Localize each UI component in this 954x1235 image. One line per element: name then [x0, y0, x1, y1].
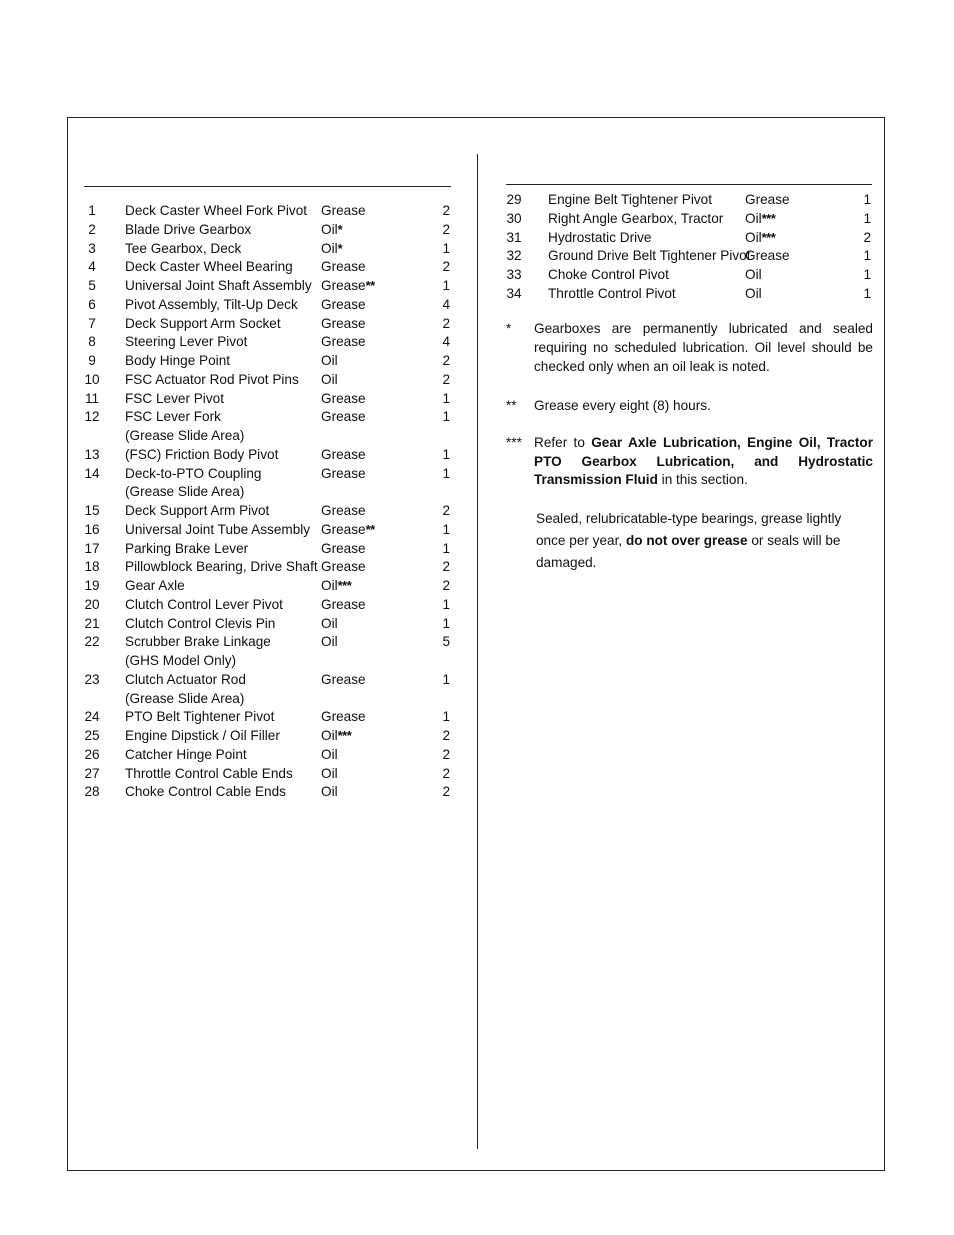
table-row [82, 371, 450, 390]
lubricant-type [321, 258, 366, 277]
part-name: Clutch Control Lever Pivot [125, 596, 283, 612]
footnote-marker: *** [337, 728, 352, 743]
part-note: (Grease Slide Area) [125, 484, 245, 500]
lubricant-type [745, 285, 762, 304]
part-name: Blade Drive Gearbox [125, 221, 252, 237]
lubricant-type [745, 210, 775, 229]
footnote-text-end: in this section. [657, 472, 748, 488]
lubricant-label: Oil [745, 285, 762, 301]
footnote-triple-asterisk [506, 434, 873, 490]
lubricant-type [745, 191, 790, 210]
quantity: 2 [442, 784, 450, 800]
quantity: 1 [442, 709, 450, 725]
lubricant-label: Oil [321, 615, 338, 631]
lubrication-table-right [505, 191, 872, 304]
ref-number: 15 [84, 503, 100, 518]
quantity: 1 [442, 671, 450, 687]
table-row [505, 210, 872, 229]
ref-number: 23 [84, 671, 100, 687]
ref-number: 33 [506, 267, 522, 282]
ref-number: 29 [506, 192, 522, 207]
part-name: Throttle Control Pivot [548, 285, 676, 301]
part-name: Engine Dipstick / Oil Filler [125, 728, 280, 743]
part-name: Ground Drive Belt Tightener Pivot [548, 248, 751, 264]
table-row [505, 229, 872, 248]
quantity: 2 [442, 559, 450, 575]
ref-number: 4 [88, 259, 96, 275]
footnotes [506, 320, 873, 490]
sealed-bearing-note [536, 508, 866, 574]
lubricant-label: Grease [321, 709, 366, 725]
part-note: (GHS Model Only) [125, 653, 237, 668]
quantity: 1 [442, 409, 450, 425]
quantity: 1 [442, 521, 450, 537]
lubricant-type [745, 247, 790, 266]
table-row [82, 296, 450, 315]
lubricant-label: Grease [321, 596, 366, 612]
lubricant-label: Grease [321, 465, 366, 481]
table-row [82, 783, 450, 802]
ref-number: 1 [88, 203, 96, 218]
lubricant-label: Oil [745, 267, 762, 282]
quantity: 1 [863, 210, 871, 226]
lubricant-label: Grease [321, 315, 366, 331]
lubricant-label: Grease [321, 409, 366, 425]
column-divider [477, 154, 478, 1149]
quantity: 1 [863, 248, 871, 264]
lubricant-type [321, 633, 338, 652]
ref-number: 21 [84, 615, 100, 631]
lubricant-type [321, 371, 338, 390]
ref-number: 26 [84, 746, 100, 762]
lubricant-type [321, 277, 375, 296]
ref-number: 17 [84, 540, 100, 556]
quantity: 2 [442, 259, 450, 275]
quantity: 2 [863, 229, 871, 245]
lubricant-label: Grease [321, 521, 366, 537]
part-name: Right Angle Gearbox, Tractor [548, 210, 724, 226]
part-note: (Grease Slide Area) [125, 690, 245, 706]
quantity: 2 [442, 203, 450, 218]
part-name: Deck-to-PTO Coupling [125, 465, 262, 481]
lubricant-label: Grease [321, 203, 366, 218]
lubricant-label: Grease [321, 390, 366, 406]
footnote-text: Grease every eight (8) hours. [534, 398, 711, 413]
part-name: Pivot Assembly, Tilt-Up Deck [125, 296, 298, 312]
lubricant-label: Oil [321, 371, 338, 387]
lubricant-label: Oil [321, 634, 338, 650]
quantity: 1 [442, 596, 450, 612]
quantity: 1 [442, 446, 450, 462]
quantity: 2 [442, 728, 450, 743]
table-row [82, 502, 450, 521]
sealed-note-text-end: or seals will be damaged. [536, 533, 841, 570]
lubricant-type [321, 727, 351, 746]
quantity: 2 [442, 503, 450, 518]
part-name: Choke Control Cable Ends [125, 784, 286, 800]
lubricant-label: Grease [321, 296, 366, 312]
ref-number: 14 [84, 465, 100, 481]
quantity: 1 [442, 240, 450, 256]
lubricant-label: Oil [321, 765, 338, 781]
table-row [82, 277, 450, 296]
table-row [82, 558, 450, 577]
lubricant-type [321, 296, 366, 315]
table-row [82, 708, 450, 727]
table-row [82, 746, 450, 765]
table-row [82, 240, 450, 259]
footnote-text: Gearboxes are permanently lubricated and sealed requiring no scheduled lubrication. Oil level should be checked only when an oil leak is noted. [534, 321, 873, 374]
lubricant-type [321, 465, 366, 484]
quantity: 1 [442, 465, 450, 481]
ref-number: 32 [506, 248, 522, 264]
part-name: PTO Belt Tightener Pivot [125, 709, 275, 725]
quantity: 1 [442, 540, 450, 556]
lubricant-label: Oil [321, 240, 338, 256]
lubricant-label: Grease [321, 503, 366, 518]
part-name: Deck Caster Wheel Fork Pivot [125, 203, 308, 218]
part-name: FSC Lever Fork [125, 409, 221, 425]
lubricant-type [321, 521, 375, 540]
quantity: 1 [863, 285, 871, 301]
lubricant-type [745, 266, 762, 285]
table-row [505, 247, 872, 266]
quantity: 1 [863, 192, 871, 207]
lubricant-type [321, 221, 342, 240]
quantity: 2 [442, 315, 450, 331]
lubricant-type [321, 202, 366, 221]
quantity: 5 [442, 634, 450, 650]
quantity: 1 [442, 615, 450, 631]
lubricant-label: Oil [321, 221, 338, 237]
footnote-mark: * [506, 321, 512, 336]
part-name: FSC Lever Pivot [125, 390, 224, 406]
part-name: FSC Actuator Rod Pivot Pins [125, 371, 299, 387]
quantity: 2 [442, 353, 450, 368]
lubricant-type [321, 240, 342, 259]
part-name: Catcher Hinge Point [125, 746, 247, 762]
part-name: Universal Joint Shaft Assembly [125, 278, 312, 293]
lubricant-type [321, 446, 366, 465]
quantity: 2 [442, 746, 450, 762]
lubricant-label: Oil [321, 784, 338, 800]
table-row [82, 202, 450, 221]
footnote-single-asterisk [506, 320, 873, 376]
table-row [82, 258, 450, 277]
lubricant-type [321, 390, 366, 409]
lubricant-label: Grease [321, 671, 366, 687]
ref-number: 6 [88, 296, 96, 312]
part-name: Parking Brake Lever [125, 540, 249, 556]
sealed-note-text-start: Sealed, relubricatable-type bearings, grease lightly once per year, [536, 511, 842, 548]
footnote-marker: * [337, 240, 343, 256]
part-name: Deck Support Arm Pivot [125, 503, 270, 518]
table-row [82, 671, 450, 709]
part-name: Clutch Control Clevis Pin [125, 615, 276, 631]
part-name: Choke Control Pivot [548, 267, 669, 282]
quantity: 2 [442, 221, 450, 237]
ref-number: 2 [88, 221, 96, 237]
ref-number: 19 [84, 578, 100, 593]
lubricant-label: Oil [745, 210, 762, 226]
part-name: Throttle Control Cable Ends [125, 765, 293, 781]
lubricant-type [321, 577, 351, 596]
table-row [82, 333, 450, 352]
lubricant-label: Grease [321, 559, 366, 575]
footnote-marker: ** [365, 278, 375, 293]
lubricant-label: Oil [321, 353, 338, 368]
ref-number: 11 [84, 390, 100, 406]
footnote-marker: *** [337, 578, 352, 593]
ref-number: 16 [84, 521, 100, 537]
footnote-double-asterisk [506, 397, 873, 416]
quantity: 1 [863, 267, 871, 282]
part-name: Deck Support Arm Socket [125, 315, 281, 331]
lubricant-label: Grease [745, 192, 790, 207]
part-note: (Grease Slide Area) [125, 428, 245, 443]
table-row [505, 266, 872, 285]
part-name: Deck Caster Wheel Bearing [125, 259, 293, 275]
lubricant-label: Grease [321, 278, 366, 293]
lubricant-label: Grease [321, 334, 366, 350]
table-row [82, 408, 450, 446]
table-row [82, 727, 450, 746]
quantity: 1 [442, 278, 450, 293]
quantity: 1 [442, 390, 450, 406]
lubrication-table-left [82, 202, 450, 802]
sealed-note-bold: do not over grease [625, 533, 748, 548]
part-name: Tee Gearbox, Deck [125, 240, 242, 256]
table-row [82, 315, 450, 334]
lubricant-label: Oil [321, 746, 338, 762]
part-name: Scrubber Brake Linkage [125, 634, 271, 650]
ref-number: 25 [84, 728, 100, 743]
lubricant-label: Oil [745, 229, 762, 245]
lubricant-label: Oil [321, 578, 338, 593]
lubricant-type [321, 783, 338, 802]
lubricant-type [321, 746, 338, 765]
lubricant-type [321, 315, 366, 334]
part-name: Engine Belt Tightener Pivot [548, 192, 712, 207]
table-row [82, 577, 450, 596]
part-name: (FSC) Friction Body Pivot [125, 446, 279, 462]
table-row [82, 521, 450, 540]
footnote-mark: ** [506, 398, 517, 413]
lubricant-label: Grease [745, 248, 790, 264]
lubricant-type [321, 333, 366, 352]
part-name: Gear Axle [125, 578, 185, 593]
footnote-bold-reference: Gear Axle Lubrication, Engine Oil, Tractor PTO Gearbox Lubrication, and Hydrostatic Transmission Fluid [534, 434, 873, 488]
ref-number: 24 [84, 709, 100, 725]
lubricant-type [321, 540, 366, 559]
table-row [505, 191, 872, 210]
table-row [82, 352, 450, 371]
lubricant-type [321, 765, 338, 784]
part-name: Universal Joint Tube Assembly [125, 521, 311, 537]
footnote-marker: *** [761, 229, 776, 245]
ref-number: 22 [84, 634, 100, 650]
lubricant-type [321, 408, 366, 427]
table-row [82, 540, 450, 559]
ref-number: 34 [506, 285, 522, 301]
ref-number: 12 [84, 409, 100, 425]
part-name: Body Hinge Point [125, 353, 231, 368]
lubricant-type [321, 671, 366, 690]
lubricant-label: Oil [321, 728, 338, 743]
part-name: Pillowblock Bearing, Drive Shaft [125, 559, 318, 575]
part-name: Steering Lever Pivot [125, 334, 248, 350]
quantity: 4 [442, 334, 450, 350]
ref-number: 30 [506, 210, 522, 226]
footnote-marker: ** [365, 521, 375, 537]
quantity: 4 [442, 296, 450, 312]
ref-number: 5 [88, 278, 96, 293]
lubricant-type [321, 558, 366, 577]
lubricant-type [321, 708, 366, 727]
ref-number: 13 [84, 446, 100, 462]
part-name: Clutch Actuator Rod [125, 671, 246, 687]
left-table-rule [84, 186, 451, 187]
table-row [82, 596, 450, 615]
table-row [82, 465, 450, 503]
ref-number: 31 [506, 229, 522, 245]
lubricant-type [321, 352, 338, 371]
table-row [82, 633, 450, 671]
lubricant-type [745, 229, 775, 248]
table-row [82, 446, 450, 465]
footnote-marker: * [337, 221, 343, 237]
ref-number: 28 [84, 784, 100, 800]
ref-number: 8 [88, 334, 96, 350]
table-row [82, 615, 450, 634]
lubricant-label: Grease [321, 446, 366, 462]
table-row [82, 765, 450, 784]
lubricant-type [321, 502, 366, 521]
quantity: 2 [442, 765, 450, 781]
lubricant-type [321, 596, 366, 615]
table-row [82, 390, 450, 409]
right-table-rule [506, 184, 872, 185]
ref-number: 20 [84, 596, 100, 612]
footnote-marker: *** [761, 210, 776, 226]
lubricant-label: Grease [321, 540, 366, 556]
footnote-text-start: Refer to [534, 434, 592, 450]
ref-number: 7 [88, 315, 96, 331]
ref-number: 9 [88, 353, 96, 368]
table-row [82, 221, 450, 240]
lubricant-type [321, 615, 338, 634]
ref-number: 3 [88, 240, 96, 256]
table-row [505, 285, 872, 304]
footnote-mark: *** [506, 434, 522, 450]
quantity: 2 [442, 371, 450, 387]
lubricant-label: Grease [321, 259, 366, 275]
quantity: 2 [442, 578, 450, 593]
ref-number: 27 [84, 765, 100, 781]
ref-number: 10 [84, 371, 100, 387]
ref-number: 18 [84, 559, 100, 575]
part-name: Hydrostatic Drive [548, 229, 652, 245]
